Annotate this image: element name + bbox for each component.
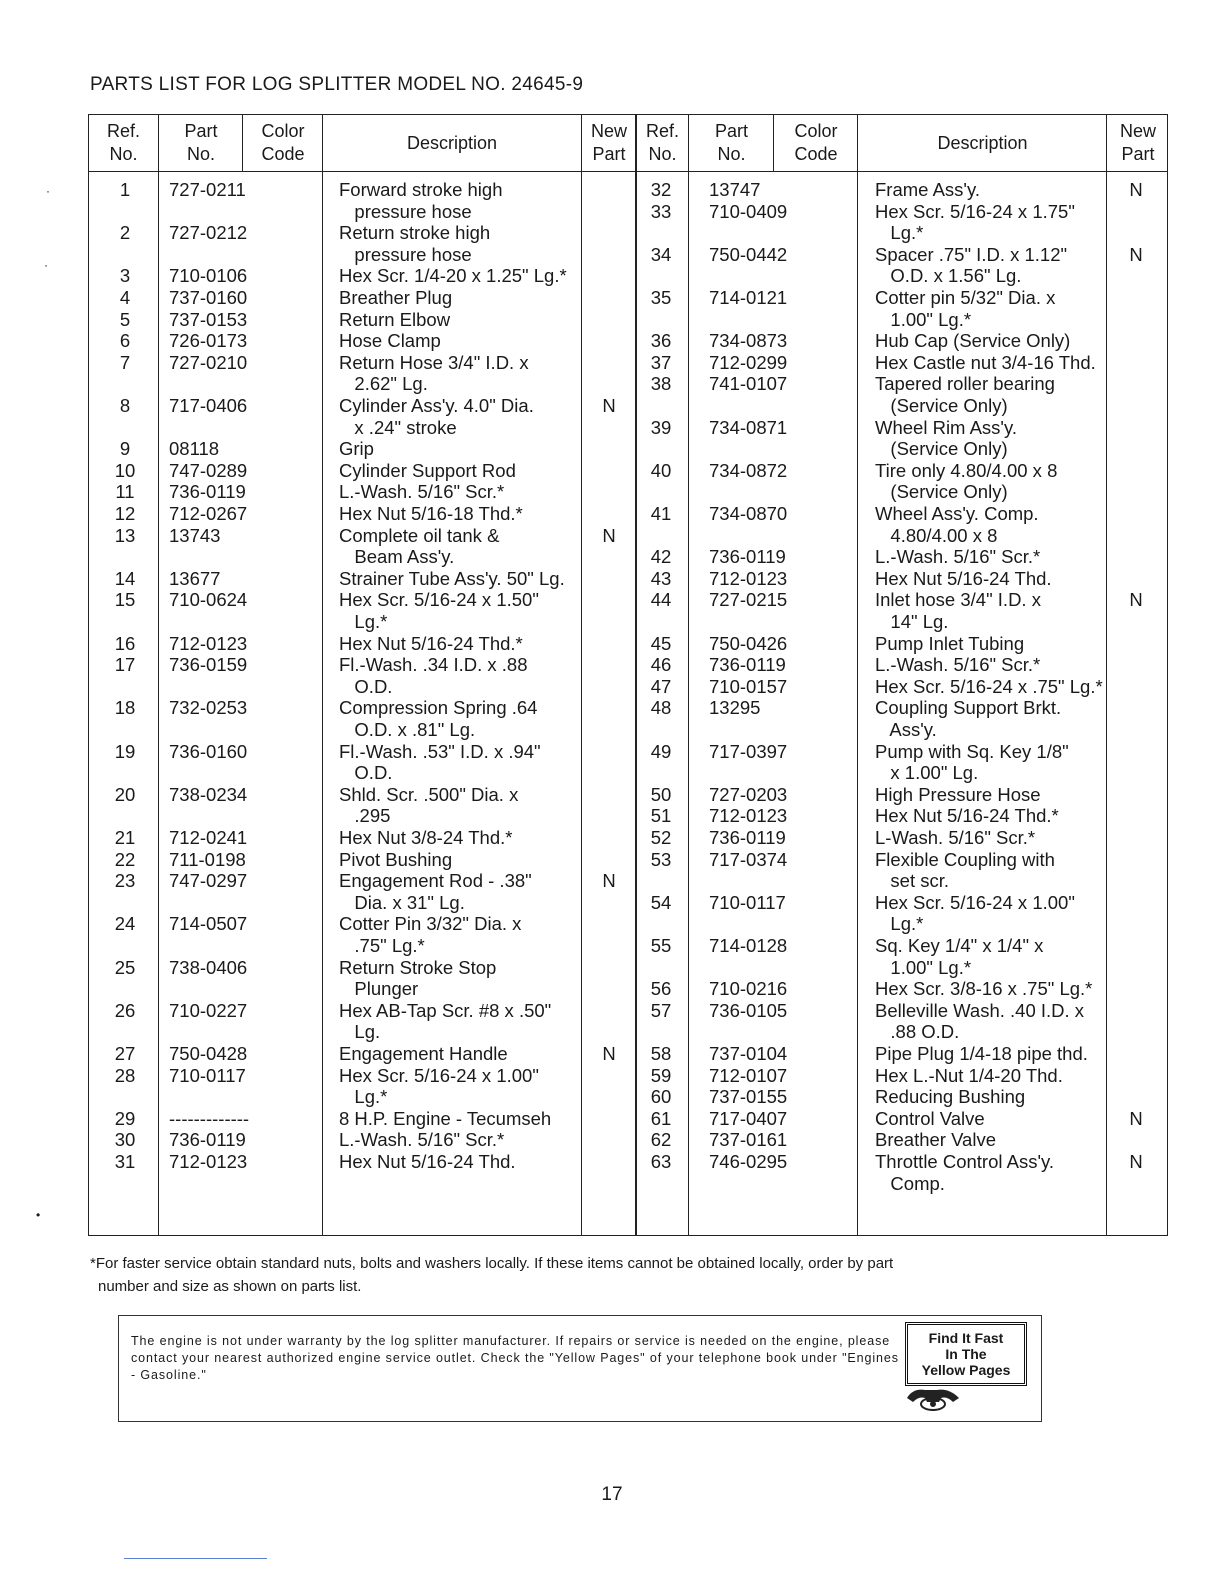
part-number: 712-0123 <box>709 805 788 827</box>
part-description: Breather Plug <box>339 287 453 308</box>
part-description: Engagement Rod - .38" Dia. x 31" Lg. <box>339 870 532 913</box>
part-description: Belleville Wash. .40 I.D. x .88 O.D. <box>875 999 1085 1043</box>
part-number: 734-0873 <box>709 330 788 352</box>
part-number: 736-0119 <box>709 827 786 848</box>
part-number: 712-0123 <box>169 1151 248 1172</box>
part-description: Hose Clamp <box>339 330 441 352</box>
part-number: 736-0119 <box>169 481 246 503</box>
part-description: Breather Valve <box>875 1129 996 1151</box>
header-new-part: New Part <box>590 121 627 164</box>
part-description: Hex Castle nut 3/4-16 Thd. <box>875 351 1096 373</box>
ref-number: 40 <box>650 459 672 481</box>
ref-number: 37 <box>650 351 672 373</box>
new-part-flag: N <box>1129 243 1143 265</box>
part-description: Pivot Bushing <box>339 848 453 870</box>
part-description: Pipe Plug 1/4-18 pipe thd. <box>875 1043 1088 1064</box>
ref-number: 9 <box>119 438 131 460</box>
header-part-no: Part No. <box>184 121 218 164</box>
ref-number: 62 <box>650 1129 672 1151</box>
ref-number: 41 <box>650 503 672 524</box>
part-number: 726-0173 <box>169 330 248 352</box>
ref-number: 39 <box>650 416 672 438</box>
part-description: Engagement Handle <box>339 1043 508 1064</box>
part-description: Pump with Sq. Key 1/8" x 1.00" Lg. <box>875 740 1069 784</box>
part-number: 13747 <box>709 179 761 200</box>
part-number: 736-0105 <box>709 999 788 1021</box>
part-description: Hex L.-Nut 1/4-20 Thd. <box>875 1064 1063 1086</box>
part-description: L.-Wash. 5/16" Scr.* <box>339 481 505 503</box>
ref-number: 52 <box>650 827 672 848</box>
part-number: 727-0211 <box>169 179 246 200</box>
part-number: 737-0160 <box>169 287 248 308</box>
column-rule <box>1106 115 1107 1235</box>
part-description: Grip <box>339 438 374 460</box>
header-color-code: Color Code <box>261 121 305 164</box>
ref-number: 16 <box>114 632 136 654</box>
part-description: Coupling Support Brkt. Ass'y. <box>875 697 1062 740</box>
part-description: Tire only 4.80/4.00 x 8 (Service Only) <box>875 459 1058 503</box>
ref-number: 28 <box>114 1064 136 1086</box>
footnote-line: *For faster service obtain standard nuts, bolts and washers locally. If these items cannot be obtained locally, order by part <box>90 1255 894 1272</box>
ref-number: 34 <box>650 243 672 265</box>
ref-number: 24 <box>114 913 136 935</box>
ref-number: 53 <box>650 848 672 870</box>
part-description: Return stroke high pressure hose <box>339 222 491 265</box>
header-part-no: Part No. <box>714 121 748 164</box>
ref-number: 55 <box>650 935 672 956</box>
part-description: High Pressure Hose <box>875 783 1041 805</box>
part-number: 710-0409 <box>709 200 788 222</box>
part-description: Strainer Tube Ass'y. 50" Lg. <box>339 567 565 589</box>
part-description: Pump Inlet Tubing <box>875 632 1025 654</box>
part-number: 747-0297 <box>169 870 248 892</box>
part-description: Throttle Control Ass'y. Comp. <box>875 1151 1055 1194</box>
page-title: PARTS LIST FOR LOG SPLITTER MODEL NO. 24645-9 <box>90 74 584 95</box>
part-number: 13677 <box>169 567 221 589</box>
ref-number: 18 <box>114 697 136 719</box>
part-description: Cylinder Ass'y. 4.0" Dia. x .24" stroke <box>339 395 534 438</box>
ref-number: 48 <box>650 697 672 719</box>
part-description: Shld. Scr. .500" Dia. x .295 <box>339 783 519 827</box>
part-number: 710-0157 <box>709 675 788 697</box>
part-description: Return Hose 3/4" I.D. x 2.62" Lg. <box>339 351 529 395</box>
header-divider <box>89 171 1167 172</box>
part-number: 710-0216 <box>709 978 788 1000</box>
column-rule <box>857 115 858 1235</box>
part-number: 727-0203 <box>709 783 788 805</box>
part-description: Fl.-Wash. .53" I.D. x .94" O.D. <box>339 740 541 784</box>
part-description: Spacer .75" I.D. x 1.12" O.D. x 1.56" Lg. <box>875 243 1068 287</box>
part-number: 738-0406 <box>169 956 248 978</box>
ref-number: 60 <box>650 1086 672 1108</box>
part-description: Hub Cap (Service Only) <box>875 330 1071 352</box>
part-description: Fl.-Wash. .34 I.D. x .88 O.D. <box>339 654 528 697</box>
column-rule <box>581 115 582 1235</box>
ref-number: 33 <box>650 200 672 222</box>
new-part-flag: N <box>602 524 616 546</box>
part-description: Cotter Pin 3/32" Dia. x .75" Lg.* <box>339 913 522 956</box>
part-number: 727-0212 <box>169 222 248 244</box>
ref-number: 10 <box>114 459 136 481</box>
ref-number: 58 <box>650 1043 672 1064</box>
ref-number: 51 <box>650 805 672 827</box>
new-part-flag: N <box>1129 1107 1143 1129</box>
header-color-code: Color Code <box>794 121 838 164</box>
ref-number: 49 <box>650 740 672 762</box>
parts-table <box>88 114 1168 1236</box>
header-new-part: New Part <box>1119 121 1156 164</box>
ref-number: 12 <box>114 503 136 524</box>
part-description: Sq. Key 1/4" x 1/4" x 1.00" Lg.* <box>875 935 1044 978</box>
ref-number: 56 <box>650 978 672 1000</box>
warranty-note-text: The engine is not under warranty by the log splitter manufacturer. If repairs or service is needed on the engine, please contact your nearest authorized engine service outlet. Check the "Yellow Pages" of your telephone book under "Engines - Gasoline." <box>131 1334 899 1382</box>
part-number: 727-0215 <box>709 589 788 611</box>
ref-number: 42 <box>650 546 672 568</box>
part-description: Hex Scr. 5/16-24 x .75" Lg.* <box>875 675 1103 697</box>
page-number: 17 <box>601 1484 623 1505</box>
part-number: 08118 <box>169 438 220 460</box>
ref-number: 20 <box>114 783 136 805</box>
ref-number: 50 <box>650 783 672 805</box>
part-number: 727-0210 <box>169 351 248 373</box>
header-description: Description <box>406 132 498 153</box>
ref-number: 46 <box>650 654 672 676</box>
ref-number: 57 <box>650 999 672 1021</box>
ref-number: 47 <box>650 675 672 697</box>
part-number: 737-0161 <box>709 1129 788 1151</box>
part-number: 732-0253 <box>169 697 248 719</box>
ref-number: 29 <box>114 1107 136 1129</box>
ref-number: 32 <box>650 179 672 200</box>
part-description: Hex Nut 5/16-18 Thd.* <box>339 503 523 524</box>
ref-number: 23 <box>114 870 136 892</box>
part-number: 714-0128 <box>709 935 788 956</box>
part-number: 750-0426 <box>709 632 788 654</box>
ref-number: 14 <box>114 567 136 589</box>
part-description: Hex AB-Tap Scr. #8 x .50" Lg. <box>339 999 552 1043</box>
part-number: 717-0397 <box>709 740 788 762</box>
part-number: 736-0119 <box>169 1129 246 1151</box>
part-number: 746-0295 <box>709 1151 788 1172</box>
ref-number: 38 <box>650 373 672 395</box>
part-number: 712-0241 <box>169 827 248 848</box>
part-description: L.-Wash. 5/16" Scr.* <box>875 654 1041 676</box>
part-number: ------------- <box>169 1107 250 1129</box>
part-number: 741-0107 <box>709 373 788 395</box>
part-description: Hex Nut 5/16-24 Thd.* <box>339 632 523 654</box>
ref-number: 8 <box>119 395 131 416</box>
column-rule <box>158 115 159 1235</box>
ref-number: 3 <box>119 265 131 287</box>
part-number: 738-0234 <box>169 783 248 805</box>
ref-number: 45 <box>650 632 672 654</box>
part-number: 750-0428 <box>169 1043 248 1064</box>
warranty-note-box <box>118 1315 1042 1422</box>
part-description: Compression Spring .64 O.D. x .81" Lg. <box>339 697 538 740</box>
scan-mark: · <box>44 258 48 272</box>
ref-number: 36 <box>650 330 672 352</box>
part-number: 711-0198 <box>169 848 246 870</box>
ref-number: 6 <box>119 330 131 352</box>
new-part-flag: N <box>1129 589 1143 611</box>
part-description: 8 H.P. Engine - Tecumseh <box>339 1107 552 1129</box>
telephone-icon <box>903 1382 963 1412</box>
header-description: Description <box>937 132 1028 153</box>
new-part-flag: N <box>602 395 616 416</box>
part-description: L.-Wash. 5/16" Scr.* <box>339 1129 505 1151</box>
part-number: 736-0119 <box>709 654 786 676</box>
part-number: 750-0442 <box>709 243 788 265</box>
ref-number: 31 <box>114 1151 136 1172</box>
part-number: 710-0227 <box>169 999 248 1021</box>
part-description: Forward stroke high pressure hose <box>339 179 503 222</box>
ref-number: 13 <box>114 524 136 546</box>
ref-number: 59 <box>650 1064 672 1086</box>
new-part-flag: N <box>602 1043 616 1064</box>
divider <box>124 1558 267 1559</box>
part-number: 13295 <box>709 697 761 719</box>
part-description: Control Valve <box>875 1107 985 1129</box>
part-number: 734-0872 <box>709 459 788 481</box>
part-description: Hex Scr. 5/16-24 x 1.75" Lg.* <box>875 200 1075 244</box>
part-description: Hex Scr. 5/16-24 x 1.00" Lg.* <box>875 891 1075 935</box>
header-ref-no: Ref. No. <box>106 121 140 164</box>
footnote-line: number and size as shown on parts list. <box>98 1278 362 1295</box>
part-description: Inlet hose 3/4" I.D. x 14" Lg. <box>875 589 1041 632</box>
ref-number: 54 <box>650 891 672 913</box>
ref-number: 63 <box>650 1151 672 1172</box>
ref-number: 27 <box>114 1043 136 1064</box>
ref-number: 44 <box>650 589 672 611</box>
ref-number: 17 <box>114 654 136 676</box>
part-number: 737-0104 <box>709 1043 788 1064</box>
ref-number: 26 <box>114 999 136 1021</box>
part-number: 747-0289 <box>169 459 248 481</box>
new-part-flag: N <box>602 870 616 892</box>
part-number: 710-0624 <box>169 589 248 611</box>
part-description: Return Stroke Stop Plunger <box>339 956 497 1000</box>
ref-number: 5 <box>119 308 131 330</box>
part-number: 736-0119 <box>709 546 786 568</box>
part-number: 737-0155 <box>709 1086 788 1108</box>
ref-number: 21 <box>114 827 136 848</box>
part-description: L-Wash. 5/16" Scr.* <box>875 827 1036 848</box>
part-number: 712-0267 <box>169 503 248 524</box>
part-description: Cylinder Support Rod <box>339 459 516 481</box>
scan-mark: · <box>46 184 50 198</box>
part-description: Wheel Ass'y. Comp. 4.80/4.00 x 8 <box>875 503 1039 546</box>
part-number: 712-0123 <box>709 567 788 589</box>
part-description: Hex Scr. 3/8-16 x .75" Lg.* <box>875 978 1093 1000</box>
part-number: 734-0871 <box>709 416 788 438</box>
part-description: Hex Scr. 5/16-24 x 1.00" Lg.* <box>339 1064 539 1108</box>
part-description: Complete oil tank & Beam Ass'y. <box>339 524 500 568</box>
part-description: Hex Nut 3/8-24 Thd.* <box>339 827 513 848</box>
column-rule <box>322 115 323 1235</box>
part-number: 737-0153 <box>169 308 248 330</box>
ref-number: 2 <box>119 222 131 244</box>
part-description: Hex Scr. 1/4-20 x 1.25" Lg.* <box>339 265 567 287</box>
part-number: 736-0160 <box>169 740 248 762</box>
scan-mark: • <box>36 1208 41 1222</box>
part-number: 714-0507 <box>169 913 248 935</box>
ref-number: 4 <box>119 287 131 308</box>
part-description: Cotter pin 5/32" Dia. x 1.00" Lg.* <box>875 287 1056 330</box>
part-description: Wheel Rim Ass'y. (Service Only) <box>875 416 1017 460</box>
part-description: L.-Wash. 5/16" Scr.* <box>875 546 1041 568</box>
ref-number: 35 <box>650 287 672 308</box>
ref-number: 1 <box>119 179 131 200</box>
part-description: Hex Nut 5/16-24 Thd. <box>875 567 1052 589</box>
ref-number: 19 <box>114 740 136 762</box>
ref-number: 11 <box>115 481 135 503</box>
new-part-flag: N <box>1129 1151 1143 1172</box>
part-description: Reducing Bushing <box>875 1086 1026 1108</box>
part-description: Hex Scr. 5/16-24 x 1.50" Lg.* <box>339 589 539 632</box>
part-number: 717-0374 <box>709 848 788 870</box>
part-number: 736-0159 <box>169 654 248 676</box>
new-part-flag: N <box>1129 179 1143 200</box>
ref-number: 30 <box>114 1129 136 1151</box>
ref-number: 61 <box>650 1107 672 1129</box>
part-description: Return Elbow <box>339 308 451 330</box>
part-number: 712-0123 <box>169 632 248 654</box>
part-number: 710-0106 <box>169 265 248 287</box>
ref-number: 7 <box>119 351 131 373</box>
part-description: Flexible Coupling with set scr. <box>875 848 1055 892</box>
part-number: 712-0299 <box>709 351 788 373</box>
header-ref-no: Ref. No. <box>645 121 679 164</box>
part-number: 710-0117 <box>709 891 786 913</box>
ref-number: 22 <box>114 848 136 870</box>
yellow-pages-badge: Find It Fast In The Yellow Pages <box>905 1322 1027 1386</box>
part-number: 717-0406 <box>169 395 248 416</box>
part-description: Hex Nut 5/16-24 Thd. <box>339 1151 516 1172</box>
ref-number: 43 <box>650 567 672 589</box>
part-number: 710-0117 <box>169 1064 246 1086</box>
part-number: 717-0407 <box>709 1107 788 1129</box>
ref-number: 25 <box>114 956 136 978</box>
part-number: 13743 <box>169 524 221 546</box>
part-number: 712-0107 <box>709 1064 788 1086</box>
part-description: Hex Nut 5/16-24 Thd.* <box>875 805 1059 827</box>
part-number: 734-0870 <box>709 503 788 524</box>
part-description: Frame Ass'y. <box>875 179 980 200</box>
part-number: 714-0121 <box>709 287 788 308</box>
ref-number: 15 <box>114 589 136 611</box>
part-description: Tapered roller bearing (Service Only) <box>875 373 1055 416</box>
footnote <box>90 1252 1090 1298</box>
